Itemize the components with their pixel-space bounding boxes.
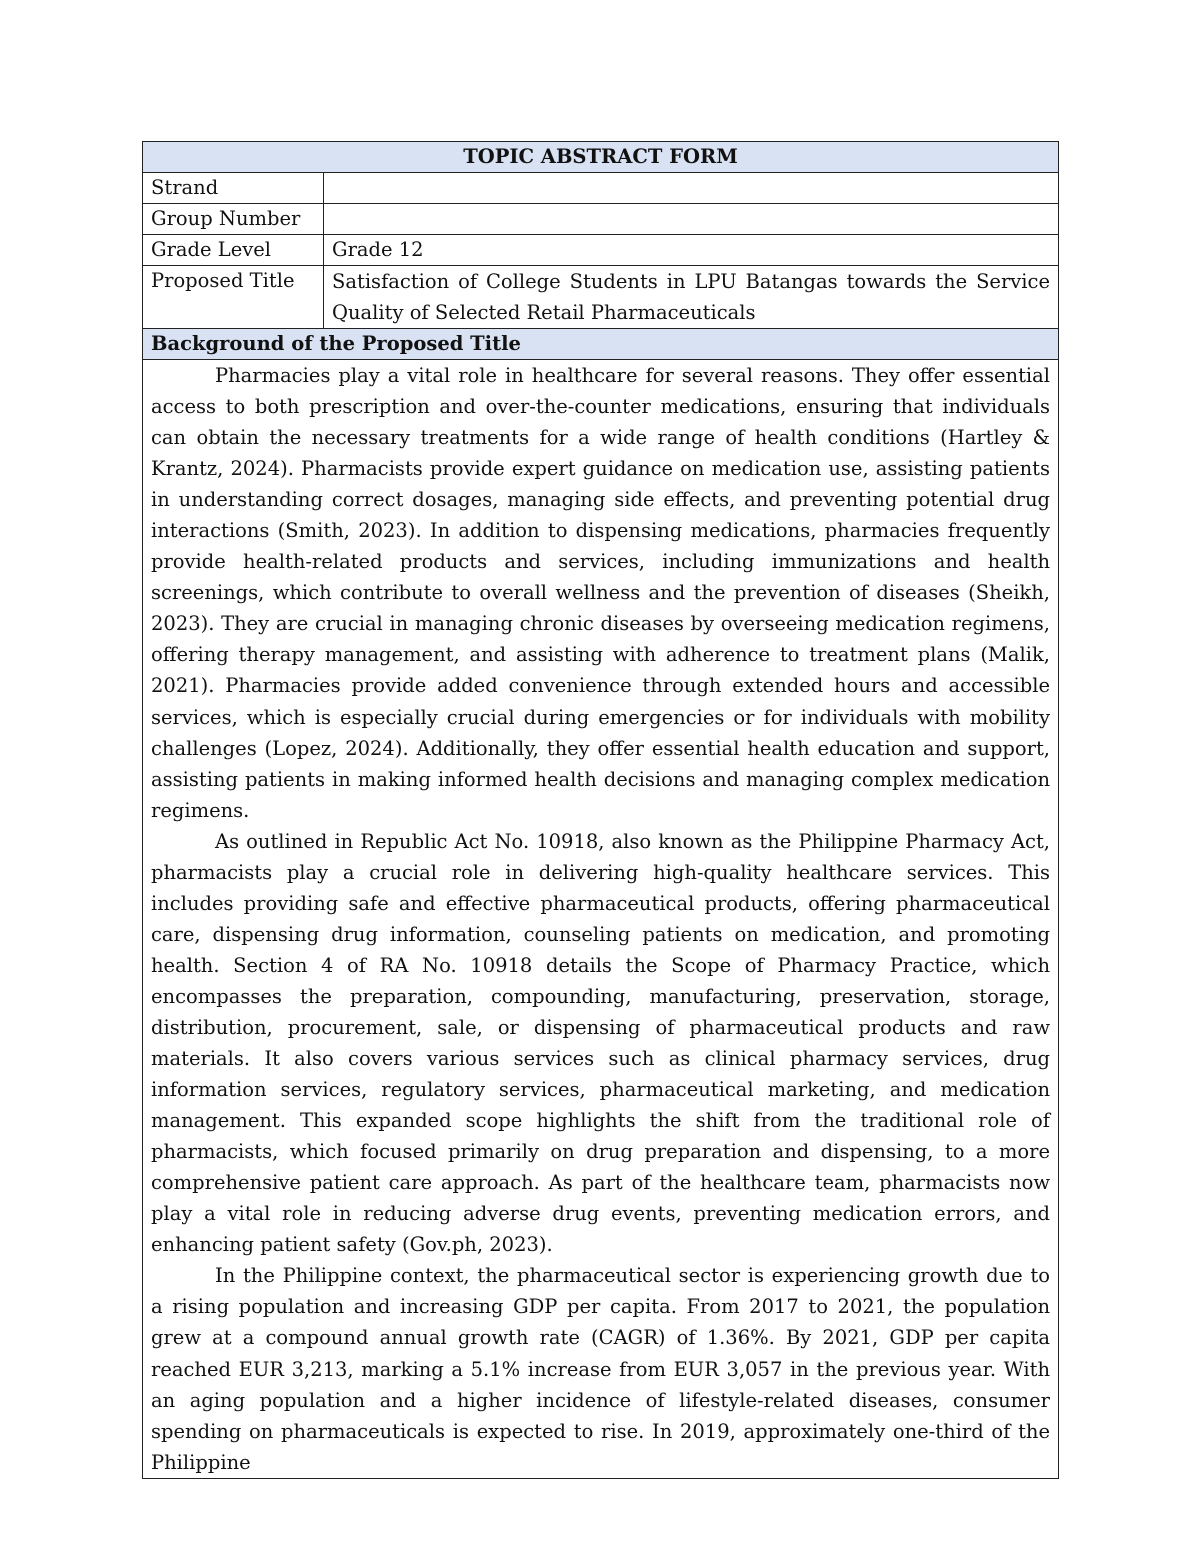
form-row-group-number	[143, 204, 1059, 235]
strand-value	[324, 173, 1059, 204]
section-header-row	[143, 329, 1059, 360]
group-number-label: Group Number	[143, 204, 324, 235]
form-row-grade-level	[143, 235, 1059, 266]
background-body-row	[143, 360, 1059, 1479]
group-number-value	[324, 204, 1059, 235]
background-body	[143, 360, 1059, 1479]
grade-level-value: Grade 12	[324, 235, 1059, 266]
proposed-title-label: Proposed Title	[143, 266, 324, 329]
paragraph-1: Pharmacies play a vital role in healthcare for several reasons. They offer essential access to both prescription and over-the-counter medications, ensuring that individuals can obtain the necessary treatments for a wide range of health conditions (Hartley & Krantz, 2024). Pharmacists provide expert guidance on medication use, assisting patients in understanding correct dosages, managing side effects, and preventing potential drug interactions (Smith, 2023). In addition to dispensing medications, pharmacies frequently provide health-related products and services, including immunizations and health screenings, which contribute to overall wellness and the prevention of diseases (Sheikh, 2023). They are crucial in managing chronic diseases by overseeing medication regimens, offering therapy management, and assisting with adherence to treatment plans (Malik, 2021). Pharmacies provide added convenience through extended hours and accessible services, which is especially crucial during emergencies or for individuals with mobility challenges (Lopez, 2024). Additionally, they offer essential health education and support, assisting patients in making informed health decisions and managing complex medication regimens.	[151, 364, 1051, 822]
form-header-row	[143, 142, 1059, 173]
strand-label: Strand	[143, 173, 324, 204]
paragraph-2: As outlined in Republic Act No. 10918, also known as the Philippine Pharmacy Act, pharmacists play a crucial role in delivering high-quality healthcare services. This includes providing safe and effective pharmaceutical products, offering pharmaceutical care, dispensing drug information, counseling patients on medication, and promoting health. Section 4 of RA No. 10918 details the Scope of Pharmacy Practice, which encompasses the preparation, compounding, manufacturing, preservation, storage, distribution, procurement, sale, or dispensing of pharmaceutical products and raw materials. It also covers various services such as clinical pharmacy services, drug information services, regulatory services, pharmaceutical marketing, and medication management. This expanded scope highlights the shift from the traditional role of pharmacists, which focused primarily on drug preparation and dispensing, to a more comprehensive patient care approach. As part of the healthcare team, pharmacists now play a vital role in reducing adverse drug events, preventing medication errors, and enhancing patient safety (Gov.ph, 2023).	[151, 829, 1051, 1257]
proposed-title-value: Satisfaction of College Students in LPU Batangas towards the Service Quality of Selected Retail Pharmaceuticals	[324, 266, 1059, 329]
topic-abstract-form	[142, 141, 1059, 1479]
form-title: TOPIC ABSTRACT FORM	[143, 142, 1059, 173]
grade-level-label: Grade Level	[143, 235, 324, 266]
form-row-proposed-title	[143, 266, 1059, 329]
section-title: Background of the Proposed Title	[143, 329, 1059, 360]
paragraph-3: In the Philippine context, the pharmaceutical sector is experiencing growth due to a rising population and increasing GDP per capita. From 2017 to 2021, the population grew at a compound annual growth rate (CAGR) of 1.36%. By 2021, GDP per capita reached EUR 3,213, marking a 5.1% increase from EUR 3,057 in the previous year. With an aging population and a higher incidence of lifestyle-related diseases, consumer spending on pharmaceuticals is expected to rise. In 2019, approximately one-third of the Philippine	[151, 1264, 1051, 1474]
form-row-strand	[143, 173, 1059, 204]
